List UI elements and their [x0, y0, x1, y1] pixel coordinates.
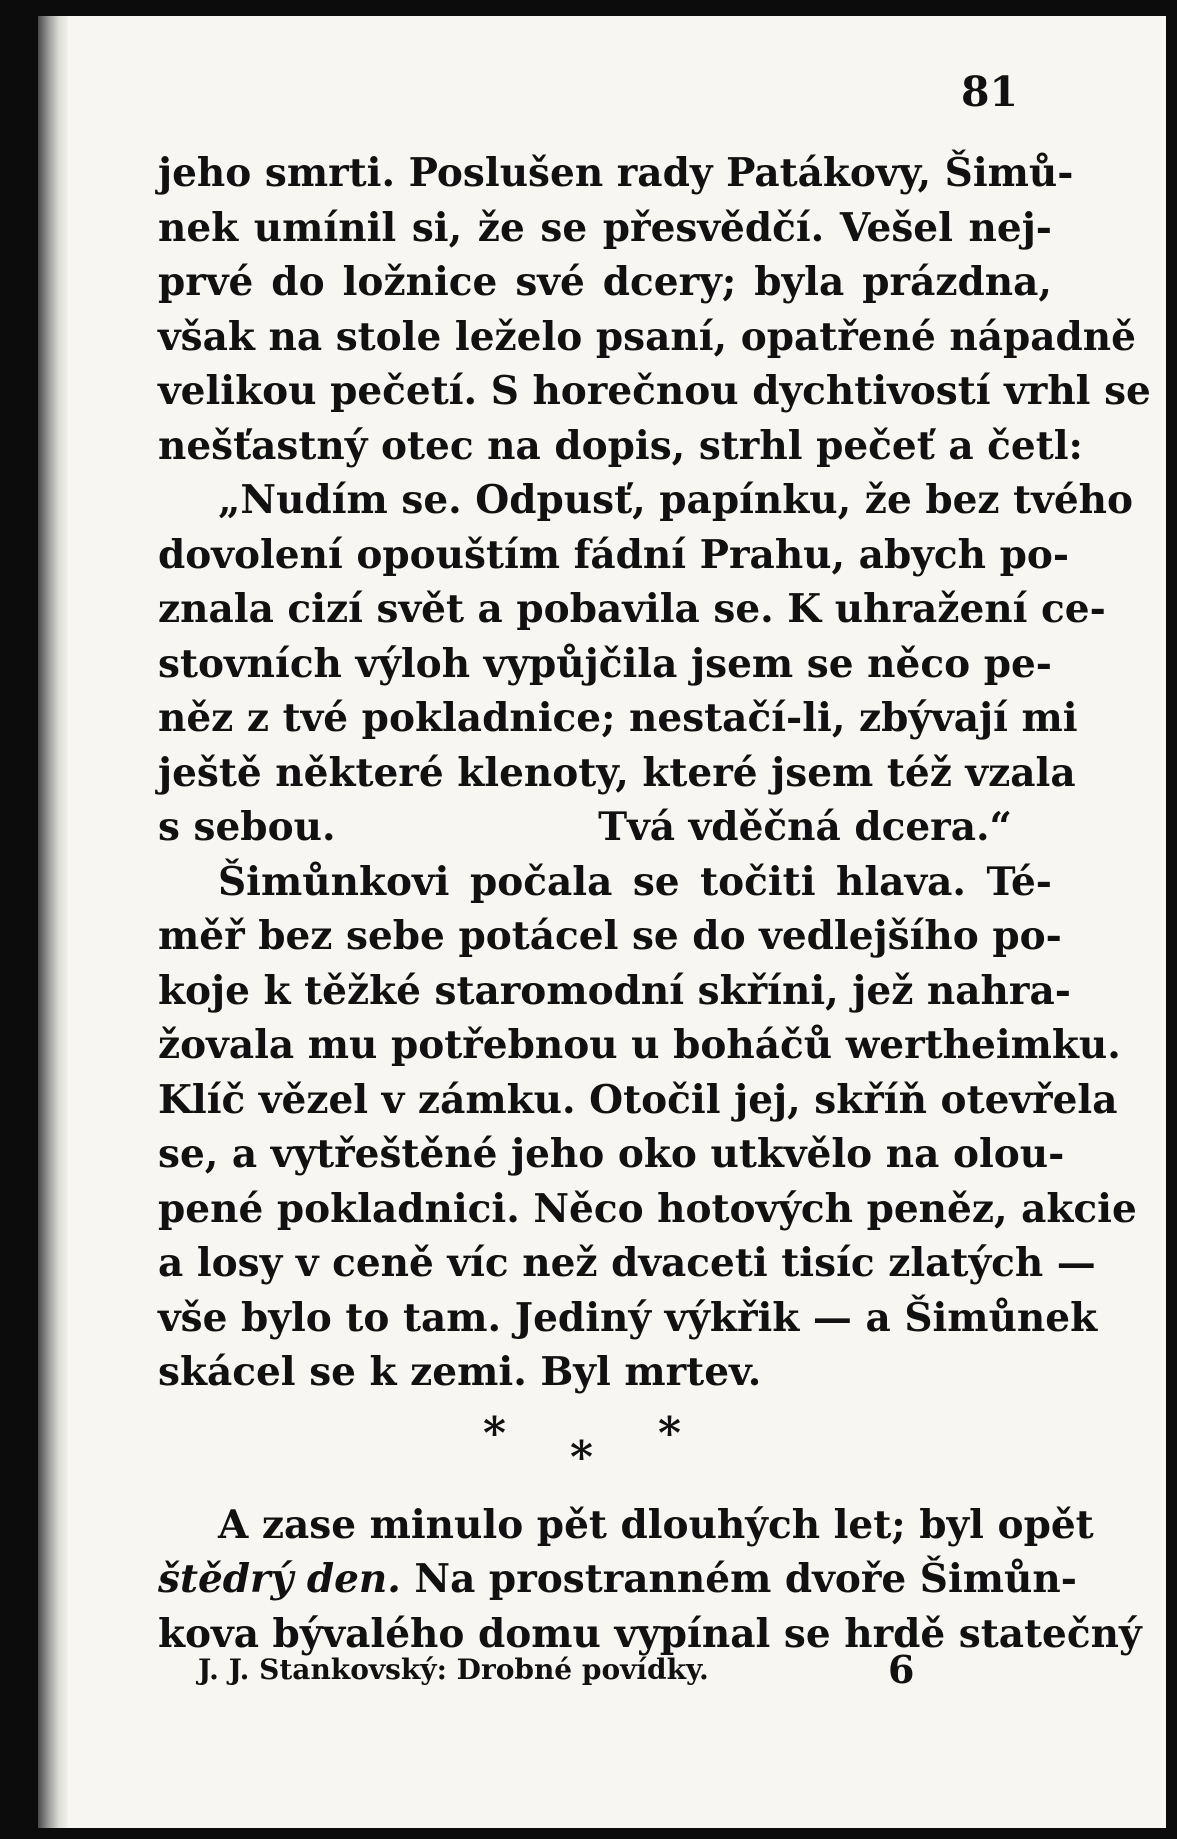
text-line: se, a vytřeštěné jeho oko utkvělo na olou-: [158, 1131, 1065, 1177]
letter-signature: Tvá vděčná dcera.“: [598, 804, 1012, 850]
book-spine-shadow: [38, 16, 68, 1828]
separator-asterisk: *: [570, 1431, 594, 1483]
text-line: velikou pečetí. S horečnou dychtivostí vrhl se: [158, 368, 1151, 414]
text-line: skácel se k zemi. Byl mrtev.: [158, 1349, 762, 1395]
italic-phrase: štědrý den.: [158, 1556, 401, 1602]
separator-asterisk: *: [483, 1407, 507, 1459]
body-text: [158, 146, 1151, 1661]
text-line: prvé do ložnice své dcery; byla prázdna,: [158, 259, 1052, 305]
text-line: pené pokladnici. Něco hotových peněz, akcie: [158, 1185, 1137, 1232]
text-line: něz z tvé pokladnice; nestačí-li, zbývají mi: [158, 695, 1078, 741]
text-line: dovolení opouštím fádní Prahu, abych po-: [158, 531, 1070, 578]
text-fragment: s sebou.: [158, 804, 336, 850]
text-line: jeho smrti. Poslušen rady Patákovy, Šimů-: [158, 150, 1074, 196]
letter-closing-line: [158, 800, 1052, 855]
text-line: nek umínil si, že se přesvědčí. Vešel nej-: [158, 204, 1052, 251]
text-line: vše bylo to tam. Jediný výkřik — a Šimůnek: [158, 1294, 1098, 1341]
text-line: A zase minulo pět dlouhých let; byl opět: [218, 1501, 1094, 1548]
text-line: však na stole leželo psaní, opatřené nápadně: [158, 313, 1136, 360]
text-line: ještě některé klenoty, které jsem též vzala: [158, 749, 1076, 796]
text-line: stovních výloh vypůjčila jsem se něco pe-: [158, 640, 1052, 687]
page-footer: [198, 1647, 938, 1692]
text-line: žovala mu potřebnou u boháčů wertheimku.: [158, 1022, 1121, 1068]
paragraph-1: [158, 146, 1151, 473]
text-line: Klíč vězel v zámku. Otočil jej, skříň otevřela: [158, 1076, 1118, 1123]
page-number: 81: [960, 68, 1018, 116]
book-page: [38, 16, 1166, 1828]
text-line: měř bez sebe potácel se do vedlejšího po-: [158, 913, 1062, 959]
text-line: znala cizí svět a pobavila se. K uhražení ce-: [158, 586, 1106, 632]
text-fragment: Na prostranném dvoře Šimůn-: [400, 1556, 1077, 1602]
section-separator: [158, 1408, 1052, 1498]
text-line: koje k těžké staromodní skříni, jež nahra-: [158, 967, 1071, 1014]
paragraph-3: [158, 1498, 1142, 1662]
text-line: „Nudím se. Odpusť, papínku, že bez tvého: [218, 477, 1133, 523]
text-line: nešťastný otec na dopis, strhl pečeť a četl:: [158, 422, 1083, 469]
letter-paragraph: [158, 473, 1133, 855]
paragraph-2: [158, 855, 1137, 1400]
sheet-number: 6: [888, 1647, 915, 1692]
text-line: Šimůnkovi počala se točiti hlava. Té-: [218, 858, 1052, 905]
text-line: [158, 1552, 1077, 1607]
text-line: kova bývalého domu vypínal se hrdě statečný: [158, 1610, 1142, 1657]
separator-asterisk: *: [658, 1407, 682, 1459]
text-line: a losy v ceně víc než dvaceti tisíc zlatých —: [158, 1240, 1096, 1286]
footer-signature: J. J. Stankovský: Drobné povídky.: [198, 1653, 709, 1686]
